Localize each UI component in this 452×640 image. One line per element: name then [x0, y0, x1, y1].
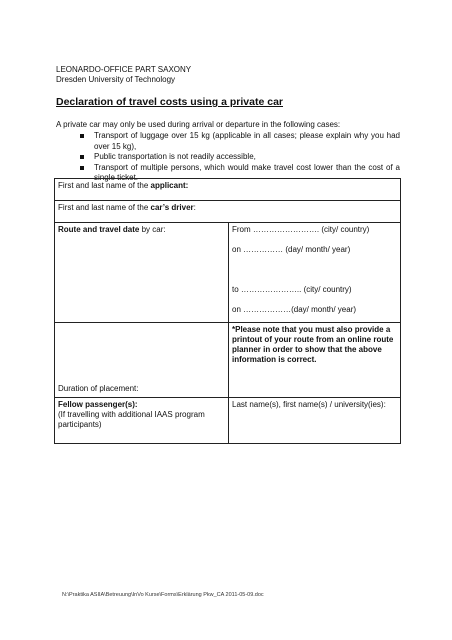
fellow-passenger-field[interactable]: [229, 398, 401, 444]
bullet-square-icon: [80, 155, 84, 159]
table-row: [55, 179, 401, 201]
university-name: Dresden University of Technology: [56, 75, 176, 84]
departure-date-field[interactable]: on …………… (day/ month/ year): [232, 245, 351, 254]
fellow-passenger-label-cell: [55, 398, 229, 444]
page-title: Declaration of travel costs using a private car: [56, 96, 284, 108]
driver-label: First and last name of the: [58, 203, 151, 212]
applicant-label: First and last name of the: [58, 181, 151, 190]
route-label-bold: Route and travel date: [58, 225, 140, 234]
driver-label-bold: car’s driver: [150, 203, 194, 212]
fellow-passenger-label: Fellow passenger(s):: [58, 400, 138, 409]
route-planner-note: *Please note that you must also provide a printout of your route from an online route planner in order to show that the above information is correct.: [232, 325, 394, 364]
bullet-text: Public transportation is not readily accessible,: [94, 152, 256, 161]
declaration-form-table: [54, 178, 401, 444]
intro-text: A private car may only be used during arrival or departure in the following cases:: [56, 120, 341, 129]
applicant-name-field[interactable]: [55, 179, 401, 201]
table-row: [55, 201, 401, 223]
route-note-cell: [229, 323, 401, 398]
from-field[interactable]: From ……………………. (city/ country): [232, 225, 370, 234]
list-item: [80, 152, 400, 163]
table-row: [55, 323, 401, 398]
list-item: [80, 131, 400, 152]
table-row: [55, 223, 401, 323]
conditions-list: [80, 131, 400, 184]
table-row: [55, 398, 401, 444]
placement-label: Duration of placement:: [58, 384, 139, 393]
bullet-text: Transport of multiple persons, which would make travel cost lower than the cost of a single ticket.: [94, 162, 400, 182]
driver-name-field[interactable]: [55, 201, 401, 223]
file-path-footer: N:\Praktika ASIIA\Betreuung\InVo Kurse\Forms\Erklärung Pkw_CA 2011-05-09.doc: [62, 592, 264, 598]
fellow-passenger-names-label: Last name(s), first name(s) / university(ies):: [232, 400, 386, 409]
organization-name: LEONARDO-OFFICE PART SAXONY: [56, 65, 192, 74]
route-label: by car:: [139, 225, 166, 234]
placement-duration-cell[interactable]: [55, 323, 229, 398]
to-field[interactable]: to ………………….. (city/ country): [232, 285, 352, 294]
arrival-date-field[interactable]: on ………………(day/ month/ year): [232, 305, 357, 314]
bullet-square-icon: [80, 166, 84, 170]
fellow-passenger-note: (If travelling with additional IAAS program participants): [58, 410, 205, 429]
bullet-text: Transport of luggage over 15 kg (applicable in all cases; please explain why you had over 15 kg),: [94, 131, 400, 151]
applicant-label-bold: applicant:: [150, 181, 189, 190]
driver-label-suffix: :: [193, 203, 196, 212]
route-label-cell: [55, 223, 229, 323]
route-fields-cell[interactable]: [229, 223, 401, 323]
bullet-square-icon: [80, 134, 84, 138]
